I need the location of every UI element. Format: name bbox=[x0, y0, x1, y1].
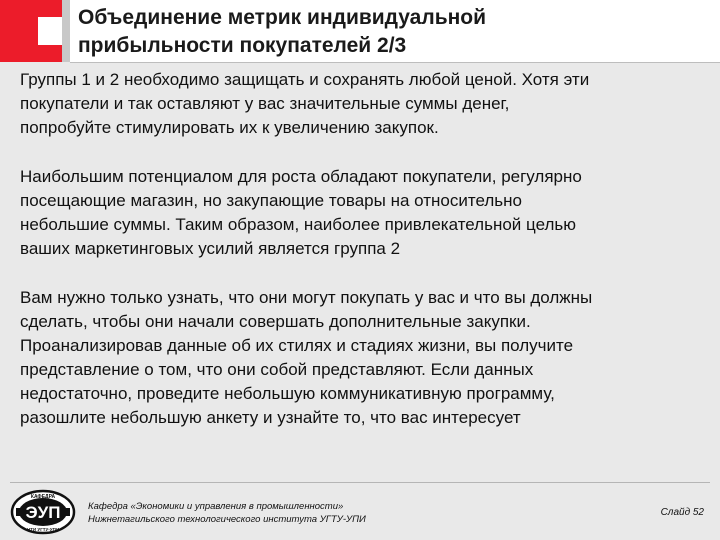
slide-number: Слайд 52 bbox=[660, 507, 704, 518]
paragraph-line: ваших маркетинговых усилий является группа 2 bbox=[20, 239, 401, 258]
department-logo-icon bbox=[8, 488, 78, 536]
logo-top-text: КАФЕДРА bbox=[30, 494, 56, 500]
paragraph-2 bbox=[20, 165, 710, 261]
slide-title-line: прибыльности покупателей 2/3 bbox=[78, 34, 407, 57]
paragraph-line: Вам нужно только узнать, что они могут покупать у вас и что вы должны bbox=[20, 288, 593, 307]
paragraph-line: Группы 1 и 2 необходимо защищать и сохранять любой ценой. Хотя эти bbox=[20, 70, 590, 89]
paragraph-3 bbox=[20, 286, 710, 430]
paragraph-line: посещающие магазин, но закупающие товары на относительно bbox=[20, 191, 522, 210]
footer-divider bbox=[10, 482, 710, 483]
footer-line: Нижнетагильского технологического института УГТУ-УПИ bbox=[88, 514, 366, 525]
paragraph-line: Проанализировав данные об их стилях и стадиях жизни, вы получите bbox=[20, 336, 574, 355]
logo-main-text: ЭУП bbox=[25, 503, 61, 522]
paragraph-line: сделать, чтобы они начали совершать дополнительные закупки. bbox=[20, 312, 531, 331]
paragraph-1 bbox=[20, 68, 710, 140]
paragraph-line: разошлите небольшую анкету и узнайте то, что вас интересует bbox=[20, 408, 521, 427]
slide-title bbox=[78, 4, 708, 60]
logo-bottom-text: НТИ УГТУ-УПИ bbox=[26, 527, 60, 532]
paragraph-line: представление о том, что они собой представляют. Если данных bbox=[20, 360, 534, 379]
paragraph-line: небольшие суммы. Таким образом, наиболее привлекательной целью bbox=[20, 215, 576, 234]
title-divider bbox=[70, 62, 720, 63]
slide-body bbox=[20, 68, 710, 455]
slide-title-line: Объединение метрик индивидуальной bbox=[78, 6, 487, 29]
footer-department-text bbox=[88, 500, 508, 526]
paragraph-line: недостаточно, проведите небольшую коммуникативную программу, bbox=[20, 384, 555, 403]
paragraph-line: Наибольшим потенциалом для роста обладают покупатели, регулярно bbox=[20, 167, 582, 186]
corner-grey-strip bbox=[62, 0, 70, 62]
paragraph-line: попробуйте стимулировать их к увеличению закупок. bbox=[20, 118, 439, 137]
paragraph-line: покупатели и так оставляют у вас значительные суммы денег, bbox=[20, 94, 510, 113]
footer-line: Кафедра «Экономики и управления в промышленности» bbox=[88, 501, 344, 512]
